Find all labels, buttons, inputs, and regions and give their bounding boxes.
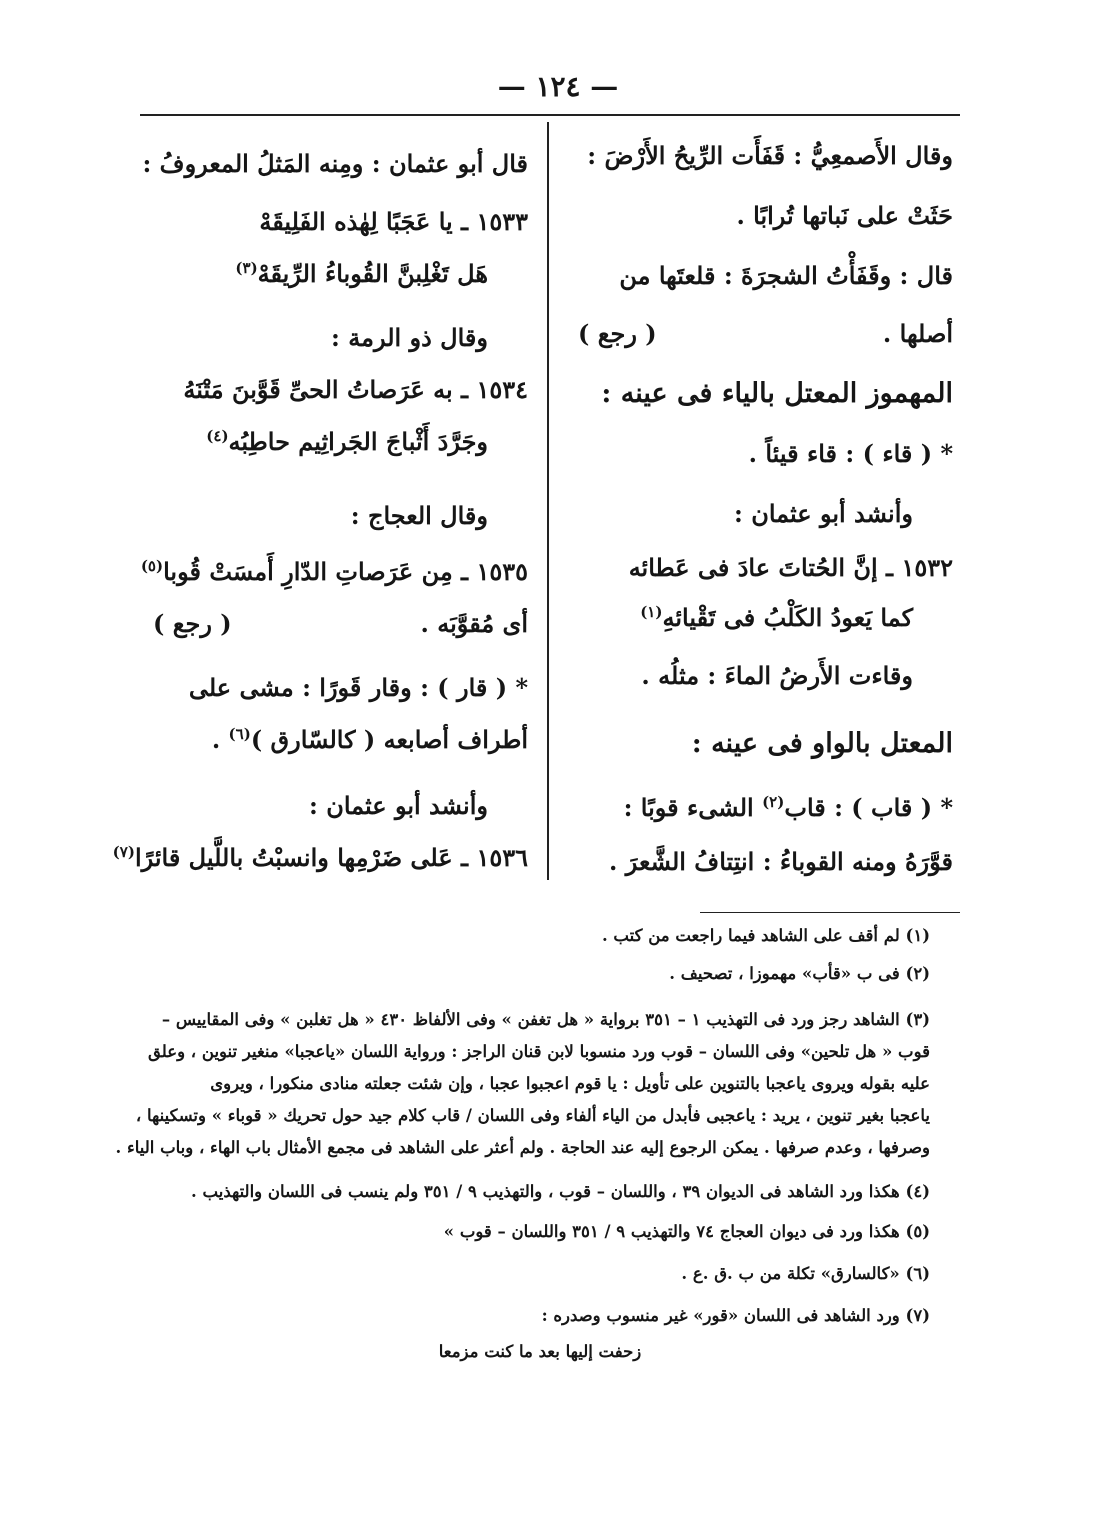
- footnotes: [115, 925, 930, 1385]
- text-fragment: أى مُقوَّبَه .: [420, 609, 528, 638]
- right-column: [558, 126, 953, 886]
- verse-line: ١٥٣٤ ـ به عَرَصاتُ الحىِّ قَوَّبنَ مَتْنَهُ: [183, 375, 528, 404]
- text-line: وأنشد أبو عثمان :: [309, 791, 488, 820]
- verse-line: ١٥٣٢ ـ إنَّ الحُتاتَ عادَ فى عَطائه: [628, 553, 953, 582]
- verse-line: ١٥٣٣ ـ يا عَجَبًا لِهٰذه الفَلِيقَهْ: [259, 207, 528, 236]
- footnote-continuation: قوب « هل تلحين» وفى اللسان – قوب ورد منسوبا لابن قنان الراجز : ورواية اللسان «ياعجبا» منغير تنوين ، وعلق: [148, 1042, 930, 1061]
- verse-text: ١٥٣٦ ـ عَلى ضَرْمِها وانسبْتُ باللَّيل قائرًا: [134, 843, 528, 872]
- verse-text: وجَرَّدَ أَثْباجَ الجَراثِيم حاطِبُه: [228, 427, 488, 456]
- verse-line: [133, 426, 528, 458]
- text-line: أطراف أصابعه ( كالسّارق )$^{(٦)}$ .: [211, 725, 528, 754]
- verse-text: هَل تَغْلِبنَّ القُوباءُ الرِّيقَهْ: [257, 259, 488, 288]
- text-line: [558, 318, 953, 350]
- footnote: (١) لم أقف على الشاهد فيما راجعت من كتب .: [601, 926, 930, 945]
- footnote-marker: (٣): [235, 259, 258, 277]
- footnote: (٥) هكذا ورد فى ديوان العجاج ٧٤ والتهذيب ٩ / ٣٥١ واللسان – قوب »: [443, 1222, 930, 1241]
- footnote-continuation: ياعجبا بغير تنوين ، يريد : ياعجبى فأبدل من الياء ألفاء وفى اللسان / قاب كلام جيد حول تحريك « قوباء » وتسكينها ،: [135, 1106, 930, 1125]
- footnote-marker: (١): [640, 603, 663, 621]
- section-heading: المعتل بالواو فى عينه :: [691, 728, 953, 759]
- verse-line: [133, 258, 528, 290]
- footnote-continuation: عليه بقوله ويروى ياعجبا بالتنوين على تأويل : يا قوم اعجبوا عجبا ، وإن شئت جعلته منادى منكورا ، ويروى: [210, 1074, 930, 1093]
- text-line: وقاءت الأَرضُ الماءَ : مثلُه .: [641, 661, 913, 690]
- footnote: (٧) ورد الشاهد فى اللسان «قور» غير منسوب وصدره :: [541, 1306, 930, 1325]
- text-line: قال أبو عثمان : ومِنه المَثلُ المعروفُ :: [142, 149, 528, 178]
- entry-line: * ( قاء ) : قاء قيئاً .: [748, 439, 953, 468]
- text-line: [133, 608, 528, 640]
- text-fragment: الشىء قوبًا :: [623, 793, 754, 822]
- text-fragment: أطراف أصابعه ( كالسّارق ): [250, 725, 528, 754]
- footnote: (٦) «كالسارق» تكلة من ب .ق .ع .: [681, 1264, 930, 1283]
- footnote-marker: (٤): [206, 427, 229, 445]
- section-heading: المهموز المعتل بالياء فى عينه :: [601, 378, 953, 409]
- footnote: (٣) الشاهد رجز ورد فى التهذيب ١ – ٣٥١ برواية « هل تغفن » وفى الألفاظ ٤٣٠ « هل تغلبن » وفى المقاييس –: [161, 1010, 930, 1029]
- text-line: وأنشد أبو عثمان :: [734, 499, 913, 528]
- left-column: [112, 126, 528, 886]
- verse-line: [133, 556, 528, 588]
- footnote-marker: (٦): [228, 725, 251, 743]
- verse-text: ١٥٣٥ ـ مِن عَرَصاتِ الدّارِ أَمسَتْ قُوبا: [163, 557, 528, 586]
- text-line: وقال ذو الرمة :: [331, 323, 488, 352]
- footnote-marker: (٧): [112, 843, 135, 861]
- footnote-marker: (٢): [762, 793, 785, 811]
- footnote: (٤) هكذا ورد الشاهد فى الديوان ٣٩ ، واللسان – قوب ، والتهذيب ٩ / ٣٥١ ولم ينسب فى اللسان والتهذيب .: [191, 1182, 930, 1201]
- text-line: حَثَتْ على نَباتها تُرابًا .: [736, 201, 953, 230]
- footnote-continuation: وصرفها ، وعدم صرفها . يمكن الرجوع إليه عند الحاجة . ولم أعثر على الشاهد فى مجمع الأمثال باب الهاء ، وباب الياء .: [115, 1138, 930, 1157]
- text-line: وقال العجاج :: [350, 501, 488, 530]
- verse-text: كما يَعودُ الكَلْبُ فى تَقْيائهِ: [662, 603, 913, 632]
- text-fragment: أصلها .: [882, 319, 953, 348]
- page-number: — ١٢٤ —: [497, 70, 619, 103]
- return-marker: ( رجع ): [153, 609, 232, 638]
- entry-line: [558, 792, 953, 824]
- footnote: (٢) فى ب «قأب» مهموزا ، تصحيف .: [669, 964, 930, 983]
- text-line: قال : وقَفَأْتُ الشجرَةَ : قلعتَها من: [619, 261, 953, 290]
- column-divider: [547, 122, 549, 880]
- header-rule: [140, 114, 960, 116]
- return-marker: ( رجع ): [578, 319, 657, 348]
- footnote-rule: [700, 912, 960, 913]
- entry-line: * ( قار ) : وقار قَورًا : مشى على: [188, 673, 528, 702]
- footnote-marker: (٥): [140, 557, 164, 575]
- text-line: وقال الأَصمعِيُّ : قَفَأَت الرِّيحُ الأَرْضَ :: [587, 141, 953, 170]
- footnote-verse: زحفت إليها بعد ما كنت مزمعا: [438, 1342, 642, 1361]
- text-fragment: * ( قاب ) : قاب: [784, 793, 953, 822]
- text-line: قوَّرَهُ ومنه القوباءُ : انتِتافُ الشَّعرَ .: [609, 847, 953, 876]
- verse-line: [112, 842, 528, 874]
- verse-line: [558, 602, 953, 634]
